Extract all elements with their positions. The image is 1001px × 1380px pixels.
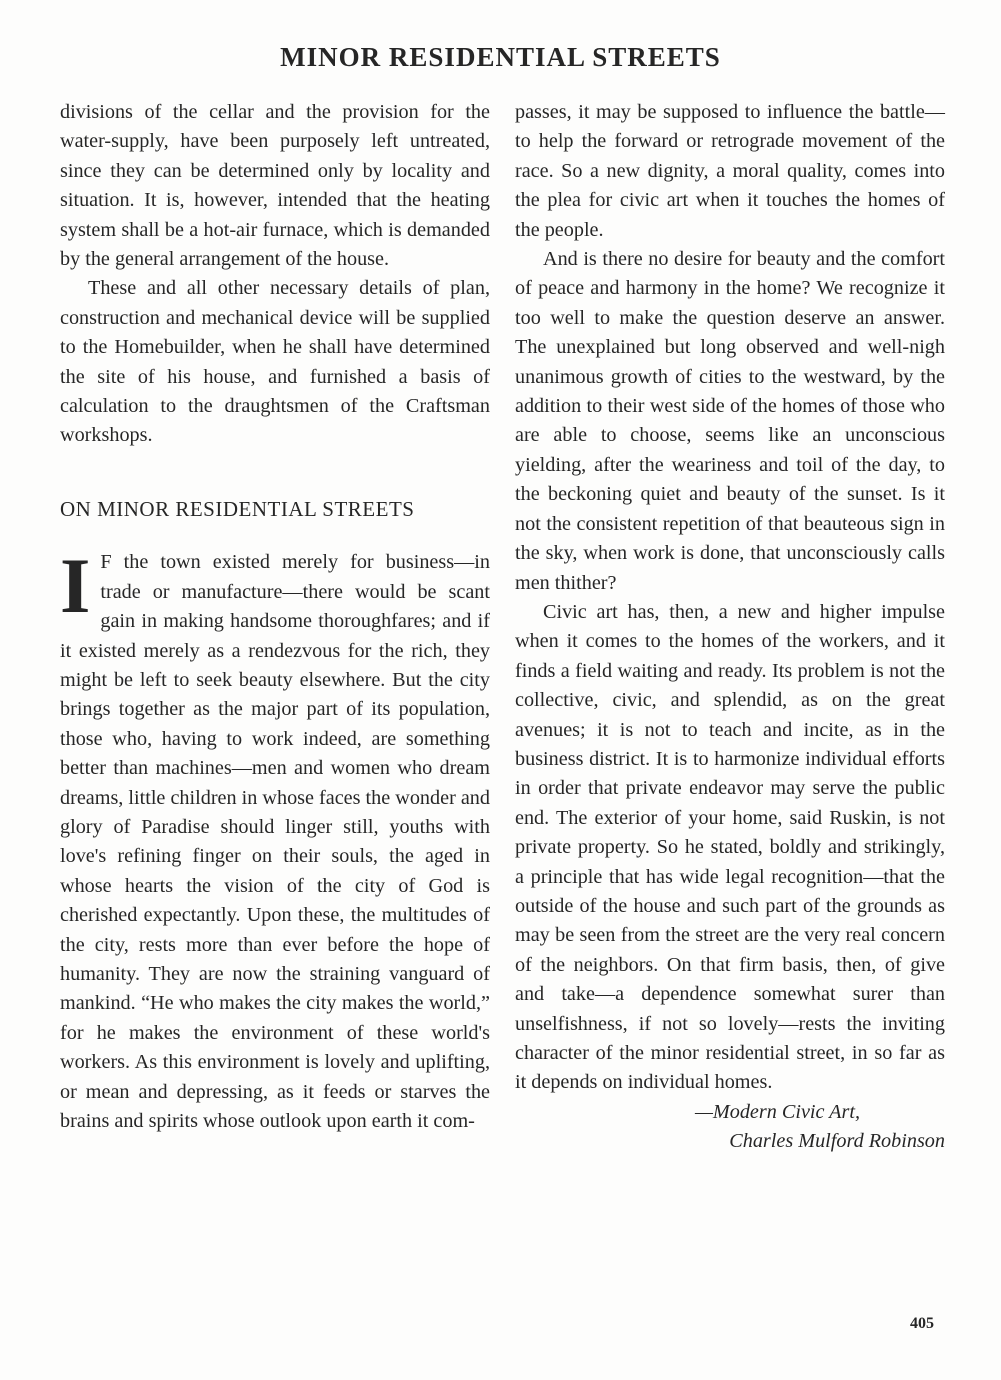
intro-paragraph-1: divisions of the cellar and the provision for the water-supply, have been purposely left untreated, since they can be determined only by locality and situation. It is, however, intended that the heating system shall be a hot-air furnace, which is demanded by the general arrangement of the house. (60, 101, 490, 271)
article-paragraph-1-text: F the town existed merely for business—in trade or manufacture—there would be scant gain in making handsome thoroughfares; and if it existed merely as a rendezvous for the rich, they might be left to seek beauty elsewhere. But the city brings together as the major part of its population, those who, having to work indeed, are something better than machines—men and women who dream dreams, little children in whose faces the wonder and glory of Paradise should linger still, youths with love's refining finger on their souls, the aged in whose hearts the vision of the city of God is cherished expectantly. Upon these, the multitudes of the city, rests more than ever before the hope of humanity. They are now the straining vanguard of mankind. “He who makes the city makes the world,” for he makes the environment of these world's workers. As this environment is lovely and uplifting, or mean and depressing, as it feeds or starves the brains and spirits whose outlook upon earth it com- (60, 551, 490, 1132)
attribution-author: Charles Mulford Robinson (729, 1130, 945, 1153)
attribution (515, 1098, 945, 1157)
right-column (515, 98, 945, 1157)
right-paragraph-1: passes, it may be supposed to influence the battle—to help the forward or retrograde movement of the race. So a new dignity, a moral quality, comes into the plea for civic art when it touches the homes of the people. (515, 101, 945, 241)
section-heading: ON MINOR RESIDENTIAL STREETS (60, 496, 415, 521)
attribution-source: —Modern Civic Art, (694, 1100, 860, 1123)
intro-paragraph-2: These and all other necessary details of plan, construction and mechanical device will be supplied to the Homebuilder, when he shall have determined the site of his house, and furnished a basis of calculation to the draughtsmen of the Craftsman workshops. (60, 277, 490, 447)
drop-cap: I (60, 542, 91, 630)
right-paragraph-2: And is there no desire for beauty and the comfort of peace and harmony in the home? We recognize it too well to make the question deserve an answer. The unexplained but long observed and well-nigh unanimous growth of cities to the westward, by the addition to their west side of the homes of those who are able to choose, seems like an unconscious yielding, after the weariness and toil of the day, to the beckoning quiet and beauty of the sunset. Is it not the consistent repetition of that beauteous sign in the sky, when work is done, that unconsciously calls men thither? (515, 248, 945, 594)
left-column (60, 98, 490, 1136)
article-paragraph-1 (60, 542, 490, 1136)
right-paragraph-3: Civic art has, then, a new and higher impulse when it comes to the homes of the workers, and it finds a field waiting and ready. Its problem is not the collective, civic, and splendid, as on the great avenues; it is not to teach and incite, as in the business district. It is to harmonize individual efforts in order that private endeavor may serve the public end. The exterior of your home, said Ruskin, is not private property. So he stated, boldly and strikingly, a principle that has wide legal recognition—that the outside of the house and such part of the grounds as may be seen from the street are the very real concern of the neighbors. On that firm basis, then, of give and take—a dependence somewhat surer than unselfishness, if not so lovely—rests the inviting character of the minor residential street, in so far as it depends on individual homes. (515, 600, 945, 1094)
page-title: MINOR RESIDENTIAL STREETS (280, 42, 721, 72)
page-number: 405 (910, 1315, 934, 1332)
